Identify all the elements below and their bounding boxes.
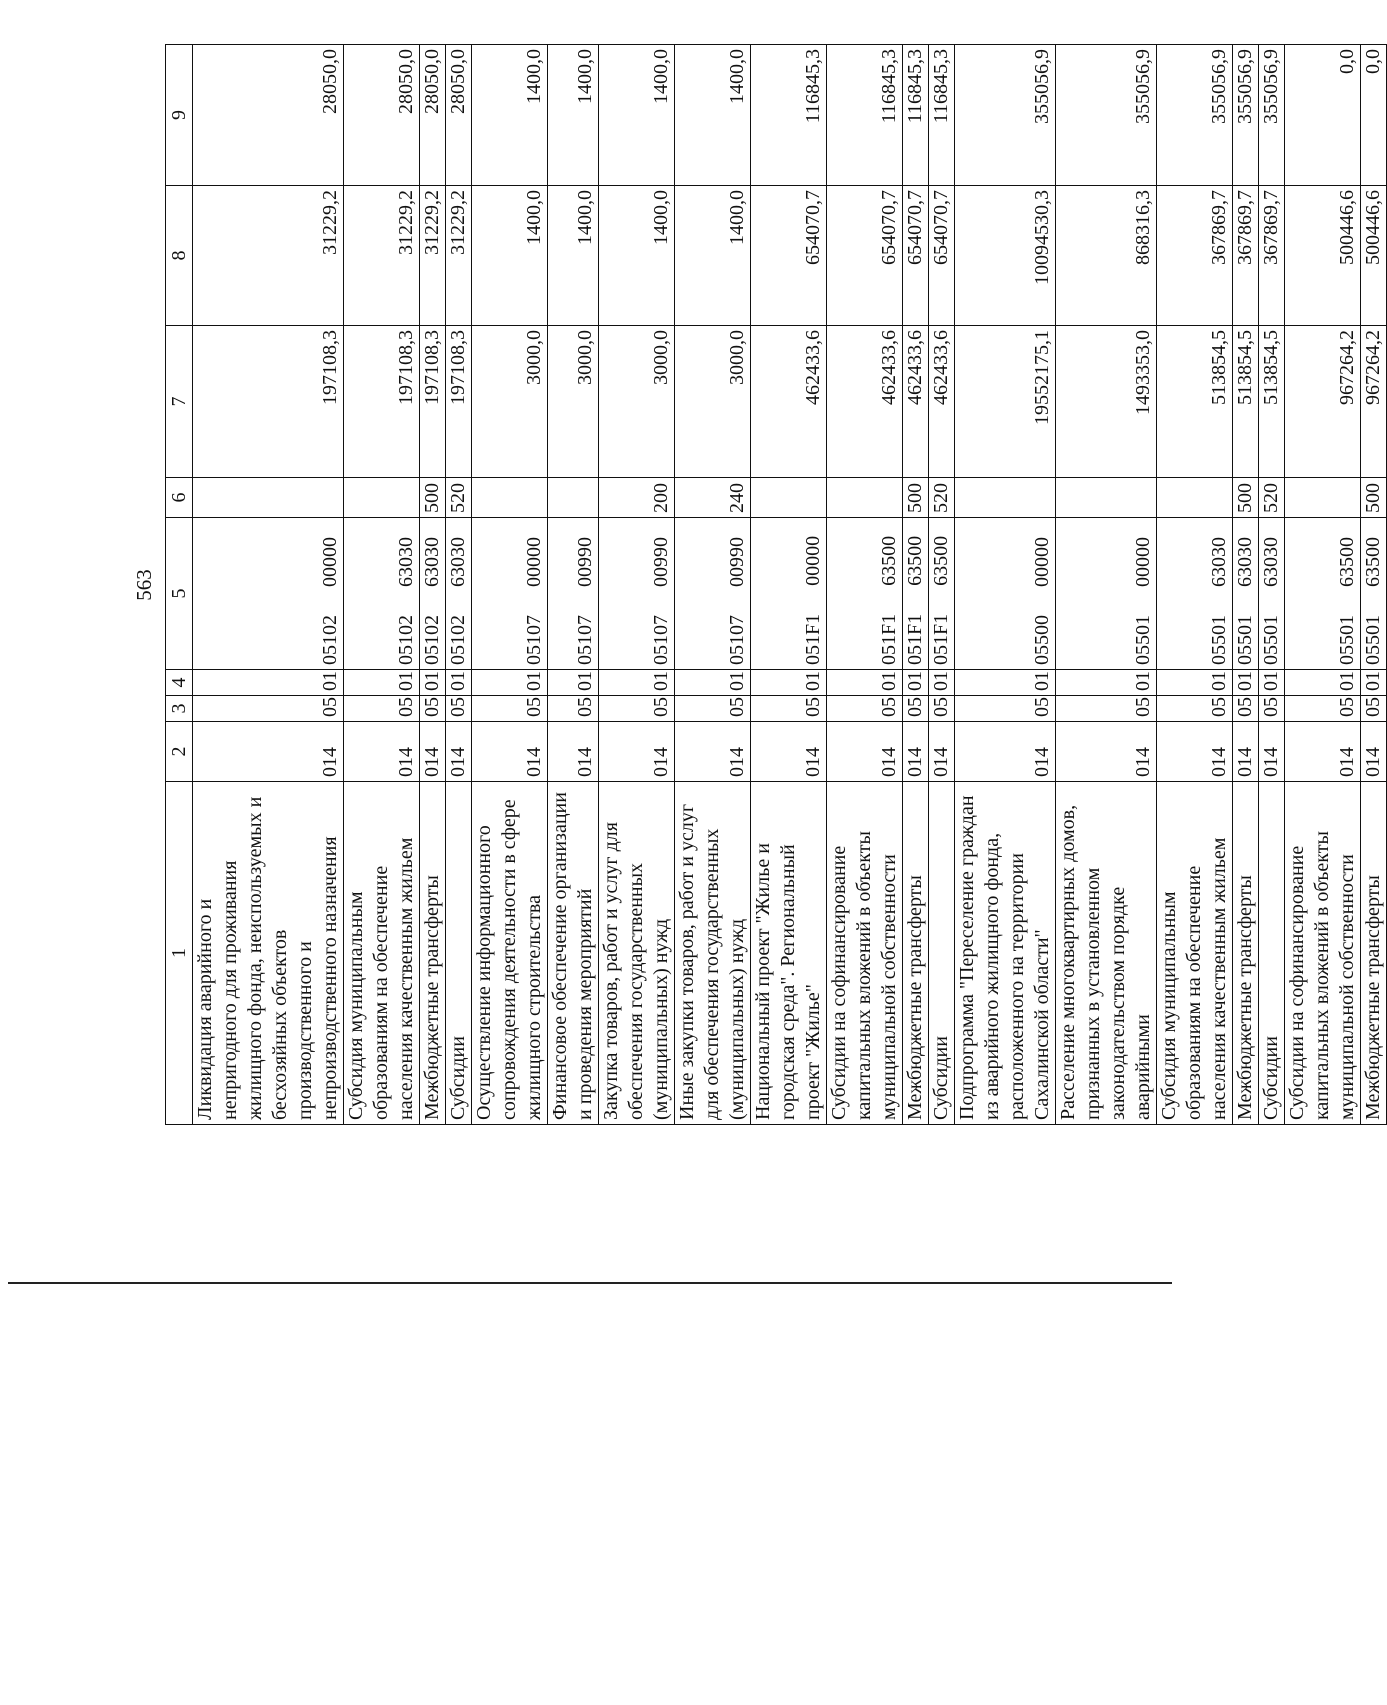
target-article-program-code: 05500	[1031, 615, 1053, 665]
target-article-cell	[1259, 518, 1285, 670]
column-header: 3	[166, 696, 193, 722]
section-code-cell: 05	[955, 696, 1056, 722]
amount-cell: 31229,2	[420, 186, 446, 326]
chapter-code-cell: 014	[1233, 722, 1259, 782]
amount-cell: 654070,7	[903, 186, 929, 326]
chapter-code-cell: 014	[446, 722, 472, 782]
section-code-cell: 05	[751, 696, 827, 722]
row-name-cell: Национальный проект "Жилье и городская среда". Региональный проект "Жилье"	[751, 782, 827, 1125]
amount-cell: 197108,3	[193, 326, 344, 478]
target-article-direction-code: 00000	[523, 537, 545, 587]
chapter-code-cell: 014	[193, 722, 344, 782]
target-article-program-code: 05501	[1234, 615, 1256, 665]
expense-type-cell	[751, 478, 827, 518]
table-row	[1259, 45, 1285, 1125]
target-article-cell	[344, 518, 420, 670]
amount-cell: 355056,9	[1056, 45, 1157, 186]
target-article-cell	[827, 518, 903, 670]
target-article-program-code: 05501	[1362, 615, 1384, 665]
target-article-direction-code: 63500	[930, 535, 952, 586]
chapter-code-cell: 014	[929, 722, 955, 782]
row-name-cell: Межбюджетные трансферты	[1361, 782, 1387, 1125]
amount-cell: 1400,0	[472, 45, 548, 186]
amount-cell: 3000,0	[599, 326, 675, 478]
expense-type-cell: 520	[1259, 478, 1285, 518]
amount-cell: 31229,2	[344, 186, 420, 326]
expense-type-cell: 520	[446, 478, 472, 518]
subsection-code-cell: 01	[193, 670, 344, 696]
amount-cell: 1400,0	[675, 186, 751, 326]
target-article-program-code: 05102	[395, 615, 417, 665]
row-name-cell: Межбюджетные трансферты	[1233, 782, 1259, 1125]
column-header: 6	[166, 478, 193, 518]
target-article-cell	[903, 518, 929, 670]
target-article-cell	[193, 518, 344, 670]
amount-cell: 462433,6	[751, 326, 827, 478]
table-row	[955, 45, 1056, 1125]
target-article-cell	[1157, 518, 1233, 670]
amount-cell: 1400,0	[548, 45, 599, 186]
column-header: 4	[166, 670, 193, 696]
target-article-direction-code: 63030	[1260, 537, 1282, 587]
target-article-program-code: 05107	[574, 615, 596, 665]
section-code-cell: 05	[827, 696, 903, 722]
section-code-cell: 05	[1285, 696, 1361, 722]
amount-cell: 367869,7	[1233, 186, 1259, 326]
target-article-program-code: 05107	[650, 615, 672, 665]
target-article-direction-code: 00990	[726, 537, 748, 587]
amount-cell: 1400,0	[599, 45, 675, 186]
row-name-cell: Субсидия муниципальным образованиям на обеспечение населения качественным жильем	[1157, 782, 1233, 1125]
row-name-cell: Финансовое обеспечение организации и проведения мероприятий	[548, 782, 599, 1125]
subsection-code-cell: 01	[1361, 670, 1387, 696]
target-article-direction-code: 00000	[1031, 537, 1053, 587]
target-article-program-code: 05102	[319, 615, 341, 665]
expense-type-cell: 500	[1233, 478, 1259, 518]
subsection-code-cell: 01	[344, 670, 420, 696]
table-row	[751, 45, 827, 1125]
row-name-cell: Субсидии на софинансирование капитальных вложений в объекты муниципальной собственности	[827, 782, 903, 1125]
chapter-code-cell: 014	[903, 722, 929, 782]
section-code-cell: 05	[472, 696, 548, 722]
subsection-code-cell: 01	[420, 670, 446, 696]
target-article-cell	[1056, 518, 1157, 670]
row-name-cell: Межбюджетные трансферты	[903, 782, 929, 1125]
target-article-cell	[599, 518, 675, 670]
target-article-cell	[472, 518, 548, 670]
amount-cell: 868316,3	[1056, 186, 1157, 326]
row-name-cell: Субсидии на софинансирование капитальных вложений в объекты муниципальной собственности	[1285, 782, 1361, 1125]
chapter-code-cell: 014	[751, 722, 827, 782]
section-code-cell: 05	[1233, 696, 1259, 722]
target-article-direction-code: 63500	[1336, 537, 1358, 587]
target-article-direction-code: 63500	[878, 535, 900, 586]
target-article-program-code: 051F1	[802, 613, 824, 665]
row-name-cell: Субсидии	[929, 782, 955, 1125]
amount-cell: 197108,3	[420, 326, 446, 478]
target-article-direction-code: 63500	[904, 535, 926, 586]
target-article-cell	[1361, 518, 1387, 670]
table-row	[827, 45, 903, 1125]
target-article-program-code: 05501	[1132, 615, 1154, 665]
amount-cell: 500446,6	[1361, 186, 1387, 326]
target-article-cell	[420, 518, 446, 670]
chapter-code-cell: 014	[1056, 722, 1157, 782]
target-article-direction-code: 63030	[447, 537, 469, 587]
amount-cell: 513854,5	[1157, 326, 1233, 478]
amount-cell: 654070,7	[929, 186, 955, 326]
expense-type-cell: 520	[929, 478, 955, 518]
amount-cell: 1400,0	[599, 186, 675, 326]
section-code-cell: 05	[929, 696, 955, 722]
amount-cell: 19552175,1	[955, 326, 1056, 478]
subsection-code-cell: 01	[1233, 670, 1259, 696]
subsection-code-cell: 01	[1056, 670, 1157, 696]
target-article-cell	[929, 518, 955, 670]
table-row	[446, 45, 472, 1125]
expense-type-cell	[1157, 478, 1233, 518]
target-article-program-code: 05501	[1336, 615, 1358, 665]
section-code-cell: 05	[599, 696, 675, 722]
table-row	[903, 45, 929, 1125]
expense-type-cell: 500	[903, 478, 929, 518]
chapter-code-cell: 014	[827, 722, 903, 782]
target-article-direction-code: 63500	[1362, 537, 1384, 587]
target-article-direction-code: 00990	[650, 537, 672, 587]
expense-type-cell	[193, 478, 344, 518]
amount-cell: 28050,0	[446, 45, 472, 186]
row-name-cell: Межбюджетные трансферты	[420, 782, 446, 1125]
amount-cell: 355056,9	[1259, 45, 1285, 186]
amount-cell: 116845,3	[929, 45, 955, 186]
column-header: 2	[166, 722, 193, 782]
expense-type-cell	[472, 478, 548, 518]
amount-cell: 355056,9	[1233, 45, 1259, 186]
amount-cell: 1400,0	[548, 186, 599, 326]
row-name-cell: Расселение многоквартирных домов, признанных в установленном законодательством порядке аварийными	[1056, 782, 1157, 1125]
target-article-direction-code: 63030	[395, 537, 417, 587]
amount-cell: 1493353,0	[1056, 326, 1157, 478]
amount-cell: 500446,6	[1285, 186, 1361, 326]
target-article-cell	[675, 518, 751, 670]
amount-cell: 28050,0	[193, 45, 344, 186]
table-row	[929, 45, 955, 1125]
row-name-cell: Осуществление информационного сопровождения деятельности в сфере жилищного строительства	[472, 782, 548, 1125]
amount-cell: 967264,2	[1361, 326, 1387, 478]
table-row	[1361, 45, 1387, 1125]
table-header	[166, 45, 193, 1125]
amount-cell: 3000,0	[472, 326, 548, 478]
subsection-code-cell: 01	[955, 670, 1056, 696]
section-code-cell: 05	[1259, 696, 1285, 722]
subsection-code-cell: 01	[903, 670, 929, 696]
target-article-program-code: 05501	[1208, 615, 1230, 665]
target-article-direction-code: 63030	[1234, 537, 1256, 587]
subsection-code-cell: 01	[472, 670, 548, 696]
subsection-code-cell: 01	[827, 670, 903, 696]
section-code-cell: 05	[1056, 696, 1157, 722]
expense-type-cell	[1285, 478, 1361, 518]
column-header: 1	[166, 782, 193, 1125]
section-code-cell: 05	[1157, 696, 1233, 722]
section-code-cell: 05	[1361, 696, 1387, 722]
table-row	[1056, 45, 1157, 1125]
table-row	[1233, 45, 1259, 1125]
amount-cell: 367869,7	[1157, 186, 1233, 326]
target-article-program-code: 05107	[726, 615, 748, 665]
table-row	[344, 45, 420, 1125]
subsection-code-cell: 01	[929, 670, 955, 696]
target-article-direction-code: 00000	[802, 535, 824, 586]
column-header: 5	[166, 518, 193, 670]
target-article-direction-code: 00990	[574, 537, 596, 587]
table-row	[599, 45, 675, 1125]
amount-cell: 31229,2	[193, 186, 344, 326]
amount-cell: 513854,5	[1259, 326, 1285, 478]
amount-cell: 654070,7	[751, 186, 827, 326]
amount-cell: 28050,0	[344, 45, 420, 186]
target-article-program-code: 051F1	[904, 613, 926, 665]
amount-cell: 0,0	[1285, 45, 1361, 186]
expense-type-cell: 240	[675, 478, 751, 518]
budget-table	[165, 44, 1387, 1125]
amount-cell: 3000,0	[548, 326, 599, 478]
amount-cell: 513854,5	[1233, 326, 1259, 478]
subsection-code-cell: 01	[1285, 670, 1361, 696]
chapter-code-cell: 014	[420, 722, 446, 782]
subsection-code-cell: 01	[675, 670, 751, 696]
section-code-cell: 05	[193, 696, 344, 722]
expense-type-cell	[1056, 478, 1157, 518]
row-name-cell: Субсидии	[1259, 782, 1285, 1125]
chapter-code-cell: 014	[472, 722, 548, 782]
amount-cell: 0,0	[1361, 45, 1387, 186]
target-article-program-code: 05102	[421, 615, 443, 665]
target-article-direction-code: 00000	[1132, 537, 1154, 587]
target-article-cell	[1233, 518, 1259, 670]
amount-cell: 355056,9	[1157, 45, 1233, 186]
row-name-cell: Субсидия муниципальным образованиям на обеспечение населения качественным жильем	[344, 782, 420, 1125]
table-row	[1157, 45, 1233, 1125]
amount-cell: 116845,3	[827, 45, 903, 186]
section-code-cell: 05	[344, 696, 420, 722]
chapter-code-cell: 014	[1361, 722, 1387, 782]
target-article-direction-code: 00000	[319, 537, 341, 587]
amount-cell: 31229,2	[446, 186, 472, 326]
chapter-code-cell: 014	[344, 722, 420, 782]
expense-type-cell	[827, 478, 903, 518]
table-row	[675, 45, 751, 1125]
amount-cell: 3000,0	[675, 326, 751, 478]
target-article-program-code: 05501	[1260, 615, 1282, 665]
column-header: 7	[166, 326, 193, 478]
target-article-direction-code: 63030	[1208, 537, 1230, 587]
amount-cell: 462433,6	[929, 326, 955, 478]
subsection-code-cell: 01	[446, 670, 472, 696]
amount-cell: 197108,3	[344, 326, 420, 478]
target-article-program-code: 051F1	[930, 613, 952, 665]
amount-cell: 1400,0	[675, 45, 751, 186]
target-article-cell	[751, 518, 827, 670]
table-row	[548, 45, 599, 1125]
section-code-cell: 05	[675, 696, 751, 722]
row-name-cell: Субсидии	[446, 782, 472, 1125]
page-number: 563	[132, 569, 156, 601]
amount-cell: 462433,6	[903, 326, 929, 478]
amount-cell: 355056,9	[955, 45, 1056, 186]
row-name-cell: Иные закупки товаров, работ и услуг для обеспечения государственных (муниципальных) нужд	[675, 782, 751, 1125]
chapter-code-cell: 014	[1285, 722, 1361, 782]
expense-type-cell: 500	[420, 478, 446, 518]
target-article-program-code: 051F1	[878, 613, 900, 665]
expense-type-cell	[548, 478, 599, 518]
amount-cell: 116845,3	[751, 45, 827, 186]
section-code-cell: 05	[903, 696, 929, 722]
table-row	[1285, 45, 1361, 1125]
chapter-code-cell: 014	[1259, 722, 1285, 782]
expense-type-cell: 200	[599, 478, 675, 518]
expense-type-cell	[344, 478, 420, 518]
column-header: 8	[166, 186, 193, 326]
rotated-document-page	[123, 45, 1384, 1125]
horizontal-rule	[8, 1282, 1172, 1284]
amount-cell: 367869,7	[1259, 186, 1285, 326]
table-row	[472, 45, 548, 1125]
subsection-code-cell: 01	[548, 670, 599, 696]
subsection-code-cell: 01	[751, 670, 827, 696]
section-code-cell: 05	[446, 696, 472, 722]
target-article-cell	[446, 518, 472, 670]
target-article-program-code: 05102	[447, 615, 469, 665]
section-code-cell: 05	[420, 696, 446, 722]
row-name-cell: Закупка товаров, работ и услуг для обеспечения государственных (муниципальных) нужд	[599, 782, 675, 1125]
expense-type-cell	[955, 478, 1056, 518]
column-header: 9	[166, 45, 193, 186]
amount-cell: 462433,6	[827, 326, 903, 478]
amount-cell: 116845,3	[903, 45, 929, 186]
subsection-code-cell: 01	[599, 670, 675, 696]
row-name-cell: Ликвидация аварийного и непригодного для проживания жилищного фонда, неиспользуемых и бесхозяйных объектов производственного и непроизводственного назначения	[193, 782, 344, 1125]
subsection-code-cell: 01	[1157, 670, 1233, 696]
chapter-code-cell: 014	[955, 722, 1056, 782]
table-row	[420, 45, 446, 1125]
chapter-code-cell: 014	[1157, 722, 1233, 782]
amount-cell: 967264,2	[1285, 326, 1361, 478]
chapter-code-cell: 014	[599, 722, 675, 782]
section-code-cell: 05	[548, 696, 599, 722]
target-article-program-code: 05107	[523, 615, 545, 665]
amount-cell: 1400,0	[472, 186, 548, 326]
amount-cell: 197108,3	[446, 326, 472, 478]
amount-cell: 654070,7	[827, 186, 903, 326]
row-name-cell: Подпрограмма "Переселение граждан из аварийного жилищного фонда, расположенного на территории Сахалинской области"	[955, 782, 1056, 1125]
subsection-code-cell: 01	[1259, 670, 1285, 696]
chapter-code-cell: 014	[675, 722, 751, 782]
amount-cell: 28050,0	[420, 45, 446, 186]
table-row	[193, 45, 344, 1125]
chapter-code-cell: 014	[548, 722, 599, 782]
target-article-cell	[548, 518, 599, 670]
target-article-cell	[955, 518, 1056, 670]
target-article-cell	[1285, 518, 1361, 670]
table-body	[193, 45, 1387, 1125]
amount-cell: 10094530,3	[955, 186, 1056, 326]
target-article-direction-code: 63030	[421, 537, 443, 587]
expense-type-cell: 500	[1361, 478, 1387, 518]
